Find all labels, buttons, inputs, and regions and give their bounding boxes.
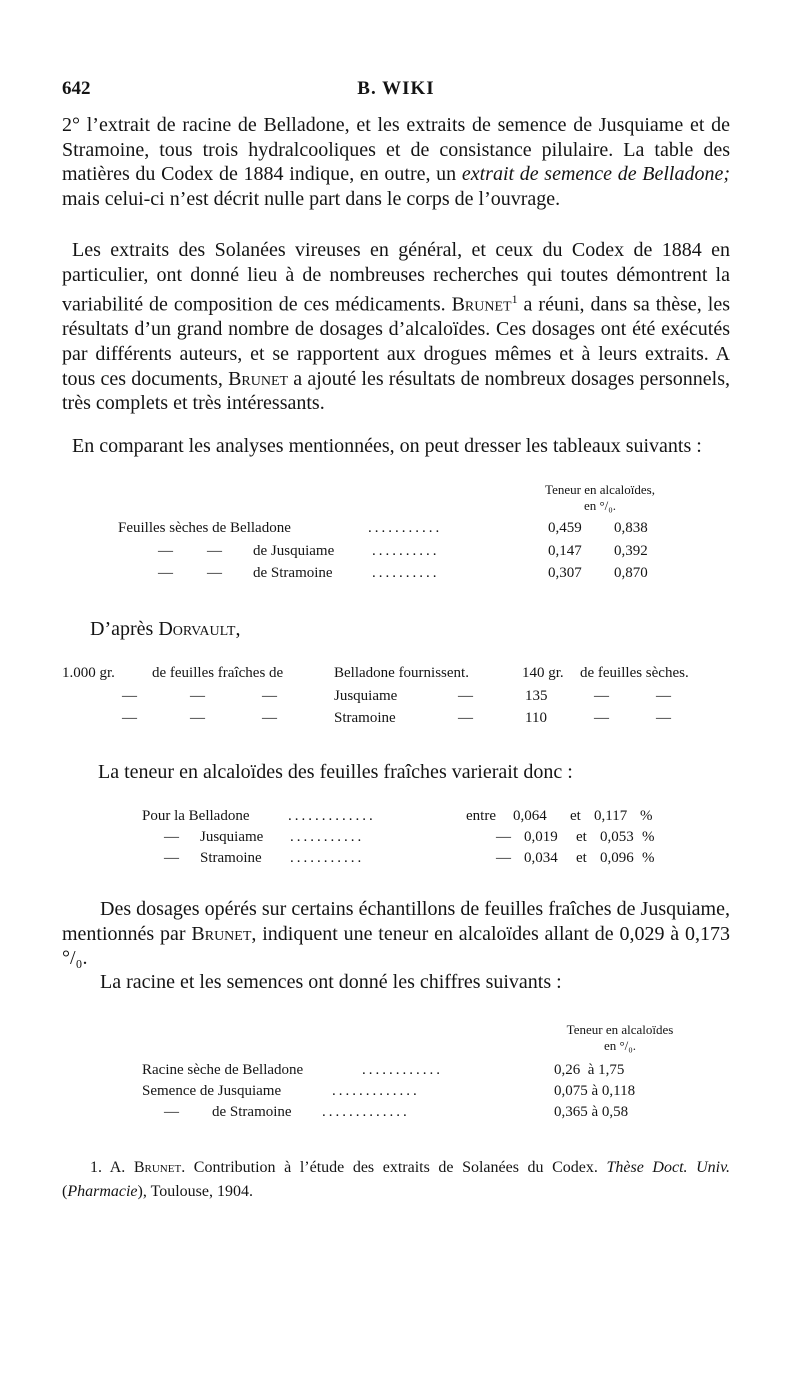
table3-row [0,829,800,849]
p1-text-b: mais celui-ci n’est décrit nulle part dans le corps de l’ouvrage. [62,187,561,210]
table3-value: 0,064 [513,808,547,824]
footnote-number: 1. A. [90,1159,134,1176]
p2-text-a: Les extraits des Solanées vireuses en général, et ceux du Codex de 1884 en particulier, ont donné lieu à de nombreuses recherches qui toutes démontrent la variabilité de composition de ces médicaments. [62,239,730,316]
table3-label: Jusquiame [200,829,264,845]
table1-row [0,543,800,563]
table2-cell: de feuilles sèches. [580,665,689,681]
table1-leader: ........... [368,520,443,536]
table2-row [0,688,800,708]
table1-label: Feuilles sèches de Belladone [118,520,291,536]
paragraph-7: La racine et les semences ont donné les chiffres suivants : [100,971,562,993]
table4-leader: ............. [332,1083,420,1099]
ditto-dash: — [207,565,222,581]
ditto-dash: — [122,710,137,726]
table3-cell: et [576,829,587,845]
table3-row [0,850,800,870]
table1-value: 0,838 [614,520,648,536]
p4-suffix: , [235,618,241,640]
table1-value: 0,307 [548,565,582,581]
table4-label: de Stramoine [212,1104,292,1120]
ditto-dash: — [458,710,473,726]
table4-caption [540,1022,700,1054]
table2-row [0,665,800,685]
table4-label: Semence de Jusquiame [142,1083,282,1099]
table4-value: 0,26 à 1,75 [554,1062,625,1078]
ditto-dash: — [190,688,205,704]
table2-cell: 110 [525,710,547,726]
table1-value: 0,392 [614,543,648,559]
ditto-dash: — [496,850,511,866]
table4-leader: ............. [322,1104,410,1120]
table3-cell: et [576,850,587,866]
ditto-dash: — [158,543,173,559]
table3-cell: % [642,850,655,866]
table3-value: 0,034 [524,850,558,866]
footnote-text-b: ( [62,1183,68,1200]
table3-leader: ........... [290,850,365,866]
table3-label: Stramoine [200,850,262,866]
table4-row [0,1083,800,1103]
table3-value: 0,096 [600,850,634,866]
p4-prefix: D’après [90,618,159,640]
ditto-dash: — [164,829,179,845]
table3-value: 0,117 [594,808,628,824]
p1-italic: extrait de semence de Belladone; [461,163,730,186]
table4-value: 0,365 à 0,58 [554,1104,629,1120]
table2-cell: Jusquiame [334,688,398,704]
table1-row [0,520,800,540]
table2-cell: 1.000 gr. [62,665,115,681]
table1-row [0,565,800,585]
table4-caption-line2: en °/₀. [603,1038,637,1053]
table3-row [0,808,800,828]
footnote [62,1156,730,1204]
table4-label: Racine sèche de Belladone [142,1062,304,1078]
p2-text-b: a réuni, dans sa thèse, les résultats d’un grand nombre de dosages d’alcaloïdes. Ces dosages ont été exécutés par différents auteurs, et se rapportent aux drogues mêmes et à leurs extraits. A tous ces documents, [62,293,730,390]
running-title: B. WIKI [357,78,435,99]
ditto-dash: — [190,710,205,726]
table1-caption [520,482,680,514]
table1-value: 0,870 [614,565,648,581]
table1-leader: .......... [372,565,440,581]
p1-text-a: 2° l’extrait de racine de Belladone, et les extraits de semence de Jusquiame et de Stramoine, tous trois hydralcooliques et de consistance pilulaire. La table des matières du Codex de 1884 indique, en outre, un [62,114,730,186]
author-name: Brunet [133,1159,182,1176]
table3-cell: entre [466,808,496,824]
table3-leader: ........... [290,829,365,845]
author-name: Brunet [451,293,512,316]
author-name: Dorvault [158,618,236,640]
table4-leader: ............ [362,1062,443,1078]
table2-cell: 135 [525,688,548,704]
paragraph-5: La teneur en alcaloïdes des feuilles fraîches varierait donc : [98,761,573,783]
paragraph-4 [90,617,730,642]
ditto-dash: — [164,850,179,866]
table3-value: 0,019 [524,829,558,845]
table4-row [0,1104,800,1124]
table2-cell: 140 gr. [522,665,564,681]
table4-value: 0,075 à 0,118 [554,1083,636,1099]
ditto-dash: — [594,710,609,726]
table2-cell: Stramoine [334,710,396,726]
ditto-dash: — [262,710,277,726]
table2-cell: Belladone fournissent. [334,665,469,681]
ditto-dash: — [122,688,137,704]
table3-cell: et [570,808,581,824]
page-header [62,78,730,102]
author-name: Brunet [228,367,289,390]
table1-leader: .......... [372,543,440,559]
author-name: Brunet [191,922,252,945]
table3-label: Pour la Belladone [142,808,250,824]
p6-text-a: Des dosages opérés sur certains échantillons de feuilles fraîches de Jusquiame, mentionnés par [62,898,730,945]
table1-label: de Jusquiame [253,543,335,559]
ditto-dash: — [656,688,671,704]
ditto-dash: — [164,1104,179,1120]
table4-row [0,1062,800,1082]
footnote-italic: Pharmacie [67,1183,138,1200]
paragraph-3: En comparant les analyses mentionnées, on peut dresser les tableaux suivants : [72,435,702,457]
p6-text-b: , indiquent une teneur en alcaloïdes allant de 0,029 à 0,173 °/₀. [62,922,730,970]
table3-cell: % [642,829,655,845]
footnote-text-c: ), Toulouse, 1904. [137,1183,253,1200]
table1-value: 0,459 [548,520,582,536]
ditto-dash: — [458,688,473,704]
table3-cell: % [640,808,653,824]
table1-caption-line2: en °/₀. [583,498,617,513]
paragraph-1 [62,113,730,211]
ditto-dash: — [496,829,511,845]
ditto-dash: — [158,565,173,581]
page-number: 642 [62,78,91,99]
table2-row [0,710,800,730]
ditto-dash: — [262,688,277,704]
table1-caption-line1: Teneur en alcaloïdes, [545,482,655,497]
table1-label: de Stramoine [253,565,333,581]
ditto-dash: — [594,688,609,704]
table4-caption-line1: Teneur en alcaloïdes [566,1022,674,1037]
footnote-text-a: . Contribution à l’étude des extraits de Solanées du Codex. [181,1159,607,1176]
table1-value: 0,147 [548,543,582,559]
paragraph-2 [62,238,730,416]
table2-cell: de feuilles fraîches de [152,665,284,681]
table3-value: 0,053 [600,829,634,845]
footnote-ref: 1 [511,292,518,307]
footnote-italic: Thèse Doct. Univ. [606,1159,731,1176]
paragraph-6 [62,897,730,971]
table3-leader: ............. [288,808,376,824]
ditto-dash: — [207,543,222,559]
p2-text-c: a ajouté les résultats de nombreux dosages personnels, très complets et très intéressants. [62,367,730,415]
ditto-dash: — [656,710,671,726]
